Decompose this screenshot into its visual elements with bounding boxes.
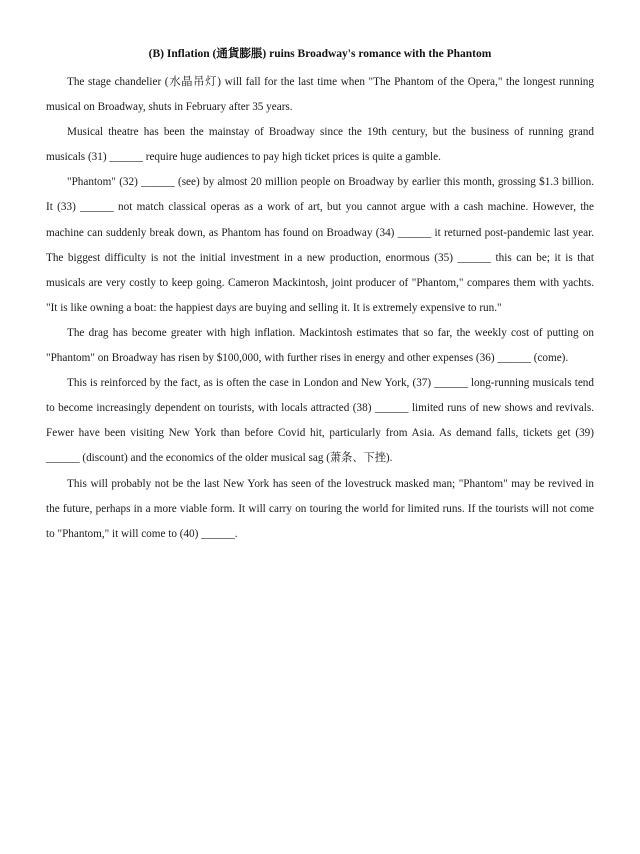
paragraph-4: The drag has become greater with high inflation. Mackintosh estimates that so far, the weekly cost of putting on "Phantom" on Broadway has risen by $100,000, with further rises in energy and other expenses (36) ______ (come). [46,326,594,365]
passage-title: (B) Inflation (通貨膨脹) ruins Broadway's romance with the Phantom [148,48,492,60]
passage-body [46,70,594,547]
paragraph-2: Musical theatre has been the mainstay of Broadway since the 19th century, but the business of running grand musicals (31) ______ require huge audiences to pay high ticket prices is quite a gamble. [46,126,594,164]
paragraph-5: This is reinforced by the fact, as is often the case in London and New York, (37) ______ long-running musicals tend to become increasingly dependent on tourists, with locals attracted (38) ______ limited runs of new shows and revivals. Fewer have been visiting New York than before Covid hit, particularly from Asia. As demand falls, tickets get (39) ______ (discount) and the economics of the older musical sag (萧条、下挫). [46,377,594,465]
paragraph-1: The stage chandelier (水晶吊灯) will fall for the last time when "The Phantom of the Opera," the longest running musical on Broadway, shuts in February after 35 years. [46,76,594,114]
paragraph-6: This will probably not be the last New York has seen of the lovestruck masked man; "Phantom" may be revived in the future, perhaps in a more viable form. It will carry on touring the world for limited runs. If the tourists will not come to "Phantom," it will come to (40) ______. [46,477,594,540]
paragraph-3: "Phantom" (32) ______ (see) by almost 20 million people on Broadway by earlier this month, grossing $1.3 billion. It (33) ______ not match classical operas as a work of art, but you cannot argue with a cash machine. However, the machine can suddenly break down, as Phantom has found on Broadway (34) ______ it returned post-pandemic last year. The biggest difficulty is not the initial investment in a new production, enormous (35) ______ this can be; it is that musicals are very costly to keep going. Cameron Mackintosh, joint producer of "Phantom," compares them with yachts. "It is like owning a boat: the happiest days are buying and selling it. It is extremely expensive to run." [46,176,594,314]
